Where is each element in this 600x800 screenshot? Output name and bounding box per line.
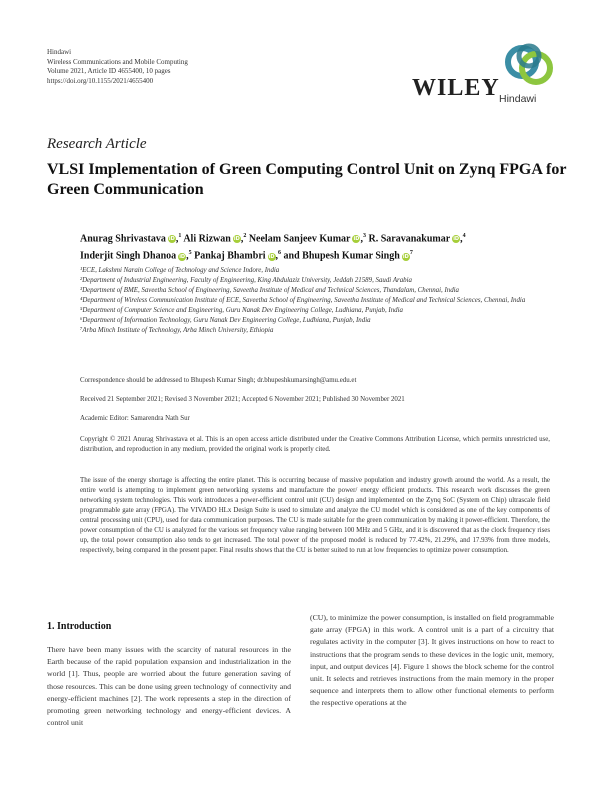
author-sup: 7	[409, 250, 413, 257]
author-sup: 2	[243, 233, 247, 239]
body-column-left: There have been many issues with the scarcity of natural resources in the Earth because of the rapid population expansion and industrialization in the world [1]. Thus, people are worried about the future generation saving of those resources. This can be done using green technology of connectivity and energy-efficient machines [2]. The work represents a step in the direction of promoting green networking technology and energy-efficient devices. A control unit	[47, 645, 291, 728]
body-column-right: (CU), to minimize the power consumption, is installed on field programmable gate array (FPGA) in this work. A control unit is a part of a circuitry that regulates activity in the computer [3]. It gives instructions on how to react to instructions that the program sends to these devices in the logic unit, memory, input, and output devices [4]. Figure 1 shows the block scheme for the control unit. It selects and retrieves instructions from the main memory in the proper sequence and interprets them to allow other functional elements to perform the respective operations at the	[310, 613, 554, 708]
orcid-icon[interactable]: iD	[179, 253, 186, 260]
orcid-icon[interactable]: iD	[453, 236, 460, 243]
hindawi-logo-icon	[497, 38, 561, 94]
orcid-icon[interactable]: iD	[268, 253, 275, 260]
affiliations	[80, 266, 550, 336]
orcid-icon[interactable]: iD	[233, 236, 240, 243]
publisher-name: Hindawi	[47, 48, 72, 56]
affiliation: ⁵Department of Computer Science and Engineering, Guru Nanak Dev Engineering College, Ludhiana, Punjab, India	[80, 307, 403, 314]
author-sup: 1	[178, 233, 182, 239]
affiliation: ⁶Department of Information Technology, Guru Nanak Dev Engineering College, Ludhiana, Punjab, India	[80, 317, 371, 324]
journal-header	[47, 48, 188, 86]
volume-line: Volume 2021, Article ID 4655400, 10 pages	[47, 67, 171, 76]
author-sup: 3	[362, 233, 366, 239]
author-sup: 4	[462, 233, 466, 239]
academic-editor: Academic Editor: Samarendra Nath Sur	[80, 415, 190, 422]
article-dates: Received 21 September 2021; Revised 3 November 2021; Accepted 6 November 2021; Published 30 November 2021	[80, 396, 405, 403]
journal-name: Wireless Communications and Mobile Computing	[47, 57, 188, 66]
author-name: Ali Rizwan	[183, 233, 231, 245]
author-name: Pankaj Bhambri	[194, 250, 266, 262]
doi-link[interactable]: https://doi.org/10.1155/2021/4655400	[47, 76, 154, 85]
correspondence: Correspondence should be addressed to Bhupesh Kumar Singh; dr.bhupeshkumarsingh@amu.edu.et	[80, 377, 357, 384]
article-type: Research Article	[47, 136, 147, 152]
author-name: Anurag Shrivastava	[80, 233, 166, 245]
affiliation: ¹ECE, Lakshmi Narain College of Technology and Science Indore, India	[80, 267, 280, 274]
affiliation: ³Department of BME, Saveetha School of Engineering, Saveetha Institute of Medical and Technical Sciences, Thandalam, Chennai, India	[80, 287, 459, 294]
author-name: Inderjit Singh Dhanoa	[80, 250, 177, 262]
author-name: and Bhupesh Kumar Singh	[283, 250, 400, 262]
copyright-notice: Copyright © 2021 Anurag Shrivastava et al. This is an open access article distributed under the Creative Commons Attribution License, which permits unrestricted use, distribution, and reproduction in any medium, provided the original work is properly cited.	[80, 436, 550, 453]
section-heading: 1. Introduction	[47, 621, 112, 632]
author-list: Anurag Shrivastava iD,$^1$ Ali Rizwan iD,$^2$ Neelam Sanjeev Kumar iD,$^3$ R. Saravanakumar iD,$^4$ Inderjit Singh Dhanoa iD,$^5$ Pankaj Bhambri iD,$^6$ and Bhupesh Kumar Singh $iD^7$	[80, 233, 466, 262]
wiley-logo: WILEY	[412, 75, 500, 101]
affiliation: ⁴Department of Wireless Communication Institute of ECE, Saveetha School of Engineering, Saveetha Institute of Medical and Technical Sciences, Chennai, India	[80, 297, 526, 304]
orcid-icon[interactable]: iD	[402, 253, 409, 260]
author-name: R. Saravanakumar	[368, 233, 451, 245]
orcid-icon[interactable]: iD	[168, 236, 175, 243]
orcid-icon[interactable]: iD	[353, 236, 360, 243]
author-sup: 6	[278, 250, 282, 257]
paper-title: VLSI Implementation of Green Computing Control Unit on Zynq FPGA for Green Communication	[47, 161, 567, 198]
hindawi-logo-text: Hindawi	[499, 93, 537, 105]
affiliation: ²Department of Industrial Engineering, Faculty of Engineering, King Abdulaziz University, Jeddah 21589, Saudi Arabia	[80, 277, 412, 284]
abstract: The issue of the energy shortage is affecting the entire planet. This is occurring because of massive population and industry growth around the world. As a result, the entire world is attempting to implement green networking systems and manufacture the power/ energy efficient products. This research work discusses the green networking system technologies. This work introduces a power-efficient control unit (CU) design and implemented on the Zynq SoC (System on Chip) ultrascale field programmable gate array (FPGA). The VIVADO HLx Design Suite is used to simulate and analyze the CU model which is considered as one of the key components of central processing unit (CPU), used for data communication purposes. The CU is made suitable for the green communication by making it power-efficient. Therefore, the power consumption of the CU is analyzed for the various set frequency value ranging between 100 MHz and 5 GHz, and it is discovered that as the clock frequency rises up, the total power consumption also tends to get increased. The total power of the proposed model is reduced by 77.42%, 21.29%, and 17.93% from three models, respectively, being compared in the present paper. Final results shows that the CU is better suited to run at low frequencies to optimize power consumption.	[80, 477, 550, 554]
author-sup: 5	[188, 250, 192, 257]
affiliation: ⁷Arba Minch Institute of Technology, Arba Minch University, Ethiopia	[80, 327, 274, 334]
author-name: Neelam Sanjeev Kumar	[248, 233, 351, 245]
